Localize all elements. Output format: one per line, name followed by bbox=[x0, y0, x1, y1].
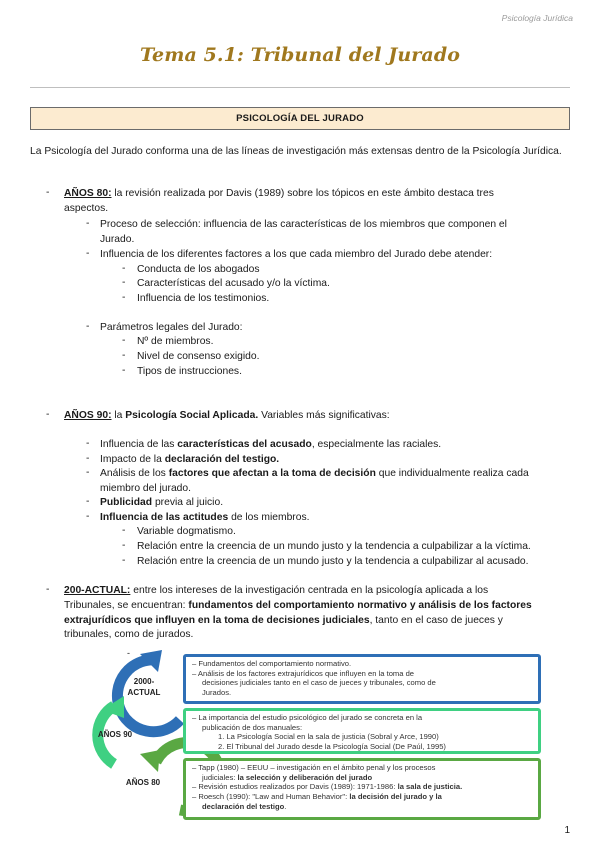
bullet-dash: - bbox=[86, 511, 90, 522]
anos90-item5-sub: Variable dogmatismo. bbox=[137, 526, 236, 537]
anos80-line1: AÑOS 80: la revisión realizada por Davis (1989) sobre los tópicos en este ámbito destaca tres bbox=[64, 188, 494, 199]
bullet-dash: - bbox=[86, 496, 90, 507]
bullet-dash: - bbox=[86, 438, 90, 449]
page-title: Tema 5.1: Tribunal del Jurado bbox=[140, 44, 460, 66]
bullet-dash: - bbox=[46, 584, 50, 595]
anos80-item3: Parámetros legales del Jurado: bbox=[100, 322, 243, 333]
bullet-dash: - bbox=[122, 350, 126, 361]
anos90-item5: Influencia de las actitudes de los miembros. bbox=[100, 512, 310, 523]
diagram-dash: - bbox=[127, 648, 130, 658]
anos80-item1-cont: Jurado. bbox=[100, 234, 135, 245]
bullet-dash: - bbox=[86, 248, 90, 259]
anos80-item3-sub: Tipos de instrucciones. bbox=[137, 366, 242, 377]
bullet-dash: - bbox=[122, 555, 126, 566]
timeline-diagram bbox=[0, 650, 600, 820]
anos90-item3: Análisis de los factores que afectan a la toma de decisión que individualmente realiza cada bbox=[100, 468, 529, 479]
anos90-item4: Publicidad previa al juicio. bbox=[100, 497, 224, 508]
bullet-dash: - bbox=[122, 335, 126, 346]
anos80-line2: aspectos. bbox=[64, 203, 109, 214]
anos80-item3-sub: Nivel de consenso exigido. bbox=[137, 351, 260, 362]
box-2000-actual: – Fundamentos del comportamiento normativo. – Análisis de los factores extrajurídicos que influyen en la toma de decisiones judiciales tanto en el caso de jueces y tribunales, como de Jurados. bbox=[183, 654, 541, 704]
section-heading: PSICOLOGÍA DEL JURADO bbox=[30, 107, 570, 130]
label-anos90: AÑOS 90 bbox=[97, 730, 133, 739]
anos80-item2-sub: Características del acusado y/o la víctima. bbox=[137, 278, 330, 289]
label-2000-actual: 2000- ACTUAL bbox=[127, 677, 161, 697]
actual-heading: 200-ACTUAL: bbox=[64, 585, 131, 596]
bullet-dash: - bbox=[122, 292, 126, 303]
label-anos80: AÑOS 80 bbox=[125, 778, 161, 787]
title-divider bbox=[30, 87, 570, 88]
anos80-item1: Proceso de selección: influencia de las características de los miembros que componen el bbox=[100, 219, 507, 230]
anos80-item2-sub: Conducta de los abogados bbox=[137, 264, 260, 275]
intro-paragraph: La Psicología del Jurado conforma una de las líneas de investigación más extensas dentro de la Psicología Jurídica. bbox=[30, 146, 562, 157]
box-anos80: – Tapp (1980) – EEUU – investigación en el ámbito penal y los procesos judiciales: la selección y deliberación del jurado – Revisión estudios realizados por Davis (1989): 1971-1986: la sala de justicia. – Roesch (1990): "Law and Human Behavior": la decisión del jurado y la declaración del testigo. bbox=[183, 758, 541, 820]
bullet-dash: - bbox=[46, 187, 50, 198]
bullet-dash: - bbox=[86, 467, 90, 478]
bullet-dash: - bbox=[86, 321, 90, 332]
bullet-dash: - bbox=[122, 263, 126, 274]
anos90-item5-sub: Relación entre la creencia de un mundo justo y la tendencia a culpabilizar al acusado. bbox=[137, 556, 529, 567]
anos90-item2: Impacto de la declaración del testigo. bbox=[100, 454, 280, 465]
anos90-line: AÑOS 90: la Psicología Social Aplicada. Variables más significativas: bbox=[64, 410, 390, 421]
arrowhead-anos80 bbox=[140, 750, 160, 772]
page-number: 1 bbox=[564, 825, 570, 836]
bullet-dash: - bbox=[86, 218, 90, 229]
running-header: Psicología Jurídica bbox=[501, 13, 573, 23]
bullet-dash: - bbox=[46, 409, 50, 420]
bullet-dash: - bbox=[122, 525, 126, 536]
anos80-item3-sub: Nº de miembros. bbox=[137, 336, 214, 347]
actual-line1: 200-ACTUAL: entre los intereses de la investigación centrada en la psicología aplicada a los bbox=[64, 585, 489, 596]
anos90-item5-sub: Relación entre la creencia de un mundo justo y la tendencia a culpabilizar a la víctima. bbox=[137, 541, 531, 552]
anos80-heading: AÑOS 80: bbox=[64, 188, 112, 199]
anos80-item2-sub: Influencia de los testimonios. bbox=[137, 293, 270, 304]
bullet-dash: - bbox=[122, 365, 126, 376]
bullet-dash: - bbox=[86, 453, 90, 464]
bullet-dash: - bbox=[122, 277, 126, 288]
actual-line2: Tribunales, se encuentran: fundamentos del comportamiento normativo y análisis de los factores bbox=[64, 600, 532, 611]
box-anos90: – La importancia del estudio psicológico del jurado se concreta en la publicación de dos manuales: 1. La Psicología Social en la sala de justicia (Sobral y Arce, 1990) 2. El Tribunal del Jurado desde la Psicología Social (De Paúl, 1995) bbox=[183, 708, 541, 754]
actual-line3: extrajurídicos que influyen en la toma de decisiones judiciales, tanto en el caso de jueces y bbox=[64, 615, 503, 626]
actual-line4: tribunales, como de jurados. bbox=[64, 629, 194, 640]
anos80-item2: Influencia de los diferentes factores a los que cada miembro del Jurado debe atender: bbox=[100, 249, 493, 260]
anos90-item1: Influencia de las características del acusado, especialmente las raciales. bbox=[100, 439, 442, 450]
anos90-heading: AÑOS 90: bbox=[64, 410, 112, 421]
bullet-dash: - bbox=[122, 540, 126, 551]
anos90-item3-cont: miembro del jurado. bbox=[100, 483, 191, 494]
